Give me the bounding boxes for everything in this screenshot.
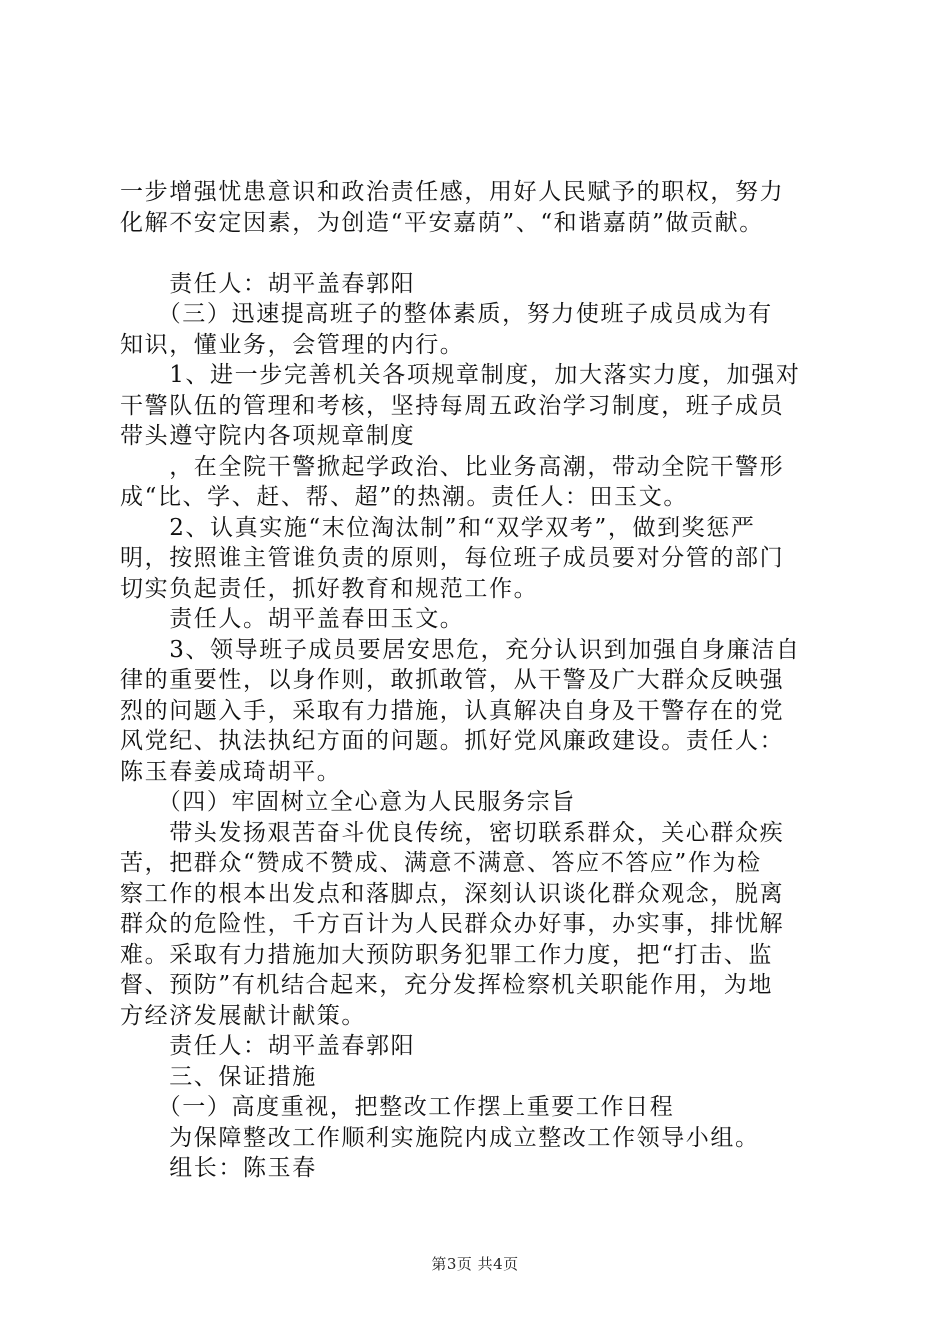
text-line: 陈玉春姜成琦胡平。 <box>120 758 342 785</box>
text-line: 化解不安定因素，为创造“平安嘉荫”、“和谐嘉荫”做贡献。 <box>120 209 764 236</box>
text-line: 律的重要性，以身作则，敢抓敢管，从干警及广大群众反映强 <box>120 667 785 693</box>
text-line: 一步增强忧患意识和政治责任感，用好人民赋予的职权，努力 <box>120 179 785 205</box>
text-line: 干警队伍的管理和考核，坚持每周五政治学习制度，班子成员 <box>120 392 785 419</box>
text-line: 责任人：胡平盖春郭阳 <box>120 1033 416 1059</box>
text-line: ，在全院干警掀起学政治、比业务高潮，带动全院干警形 <box>120 453 785 480</box>
text-line: 风党纪、执法执纪方面的问题。抓好党风廉政建设。责任人： <box>120 728 785 754</box>
text-line: 1、进一步完善机关各项规章制度，加大落实力度，加强对 <box>120 362 801 388</box>
text-line: 苦，把群众“赞成不赞成、满意不满意、答应不答应”作为检 <box>120 850 762 876</box>
text-line: （一）高度重视，把整改工作摆上重要工作日程 <box>120 1094 675 1120</box>
text-line: 督、预防”有机结合起来，充分发挥检察机关职能作用，为地 <box>120 972 773 998</box>
text-line: 明，按照谁主管谁负责的原则，每位班子成员要对分管的部门 <box>120 545 785 571</box>
text-line: 带头遵守院内各项规章制度 <box>120 423 416 449</box>
page-footer: 第3页 共4页 <box>431 1255 519 1273</box>
text-line: 责任人：胡平盖春郭阳 <box>120 270 416 297</box>
text-line: 方经济发展献计献策。 <box>120 1002 366 1029</box>
text-line: 带头发扬艰苦奋斗优良传统，密切联系群众，关心群众疾 <box>120 819 785 846</box>
text-line: （三）迅速提高班子的整体素质，努力使班子成员成为有 <box>120 301 773 327</box>
text-line: 群众的危险性，千方百计为人民群众办好事，办实事，排忧解 <box>120 911 785 937</box>
text-line: 察工作的根本出发点和落脚点，深刻认识谈化群众观念，脱离 <box>120 880 785 907</box>
text-line: 组长：陈玉春 <box>120 1155 317 1181</box>
text-line: 为保障整改工作顺利实施院内成立整改工作领导小组。 <box>120 1124 760 1151</box>
text-line: 3、领导班子成员要居安思危，充分认识到加强自身廉洁自 <box>120 636 801 663</box>
text-line: 三、保证措施 <box>120 1063 317 1090</box>
text-line: 责任人。胡平盖春田玉文。 <box>120 606 465 632</box>
text-line: （四）牢固树立全心意为人民服务宗旨 <box>120 789 576 815</box>
text-line: 烈的问题入手，采取有力措施，认真解决自身及干警存在的党 <box>120 697 785 724</box>
document-body <box>120 177 840 1184</box>
text-line: 难。采取有力措施加大预防职务犯罪工作力度，把“打击、监 <box>120 941 773 968</box>
text-line: 知识，懂业务，会管理的内行。 <box>120 331 465 358</box>
text-line: 2、认真实施“末位淘汰制”和“双学双考”，做到奖惩严 <box>120 514 756 541</box>
blank-line <box>120 238 840 269</box>
text-line: 成“比、学、赶、帮、超”的热潮。责任人：田玉文。 <box>120 484 688 510</box>
text-line: 切实负起责任，抓好教育和规范工作。 <box>120 575 539 602</box>
